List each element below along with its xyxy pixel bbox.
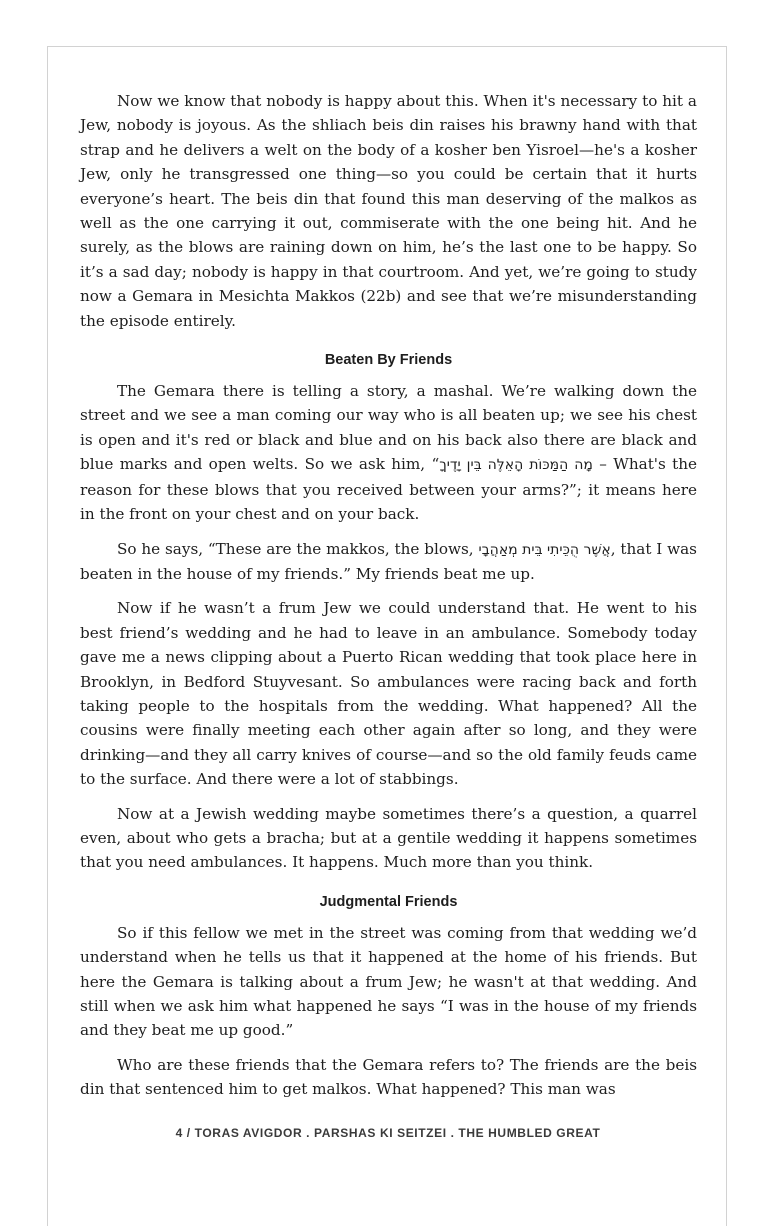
paragraph-5: Now at a Jewish wedding maybe sometimes there’s a question, a quarrel even, about who gets a bracha; but at a gentile wedding it happens sometimes that you need ambulances. It happens. Much more than you think. bbox=[80, 804, 697, 872]
paragraph-2-text-end: – What's the reason for these blows that you received between your arms?”; it means here in the front on your chest and on your back. bbox=[80, 455, 697, 524]
hebrew-quote-makkos: מָה הַמַּכּוֹת הָאֵלֶּה בֵּין יָדֶיךָ bbox=[439, 457, 593, 474]
section-heading-judgmental-friends: Judgmental Friends bbox=[319, 893, 458, 910]
page-footer: 4 / TORAS AVIGDOR . PARSHAS KI SEITZEI . THE HUMBLED GREAT bbox=[175, 1126, 601, 1140]
paragraph-2-text-start: The Gemara there is telling a story, a mashal. We’re walking down the street and we see a man coming our way who is all beaten up; we see his chest is open and it's red or black and blue and on his back also there are black and blue marks and open welts. So we ask him, “ bbox=[80, 382, 697, 474]
paragraph-6: So if this fellow we met in the street was coming from that wedding we’d understand when he tells us that it happened at the home of his friends. But here the Gemara is talking about a frum Jew; he wasn't at that wedding. And still when we ask him what happened he says “I was in the house of my friends and they beat me up good.” bbox=[80, 923, 697, 1040]
article-body bbox=[80, 89, 697, 1112]
section-heading-beaten-by-friends: Beaten By Friends bbox=[324, 352, 453, 369]
paragraph-7: Who are these friends that the Gemara refers to? The friends are the beis din that sentenced him to get malkos. What happened? This man was bbox=[80, 1055, 697, 1099]
paragraph-3-text-start: So he says, “These are the makkos, the blows, bbox=[117, 539, 479, 558]
hebrew-quote-friends: אֲשֶׁר הֻכֵּיתִי בֵּית מְאַהֲבָי bbox=[478, 541, 611, 558]
paragraph-3-text-end: , that I was beaten in the house of my friends.” My friends beat me up. bbox=[80, 539, 697, 583]
paragraph-4: Now if he wasn’t a frum Jew we could understand that. He went to his best friend’s wedding and he had to leave in an ambulance. Somebody today gave me a news clipping about a Puerto Rican wedding that took place here in Brooklyn, in Bedford Stuyvesant. So ambulances were racing back and forth taking people to the hospitals from the wedding. What happened? All the cousins were finally meeting each other again after so long, and they were drinking—and they all carry knives of course—and so the old family feuds came to the surface. And there were a lot of stabbings. bbox=[80, 599, 697, 789]
paragraph-1: Now we know that nobody is happy about this. When it's necessary to hit a Jew, nobody is joyous. As the shliach beis din raises his brawny hand with that strap and he delivers a welt on the body of a kosher ben Yisroel—he's a kosher Jew, only he transgressed one thing—so you could be certain that it hurts everyone’s heart. The beis din that found this man deserving of the malkos as well as the one carrying it out, commiserate with the one being hit. And he surely, as the blows are raining down on him, he’s the last one to be happy. So it’s a sad day; nobody is happy in that courtroom. And yet, we’re going to study now a Gemara in Mesichta Makkos (22b) and see that we’re misunderstanding the episode entirely. bbox=[80, 92, 697, 330]
paragraph-2 bbox=[80, 379, 697, 526]
paragraph-3 bbox=[80, 537, 697, 587]
